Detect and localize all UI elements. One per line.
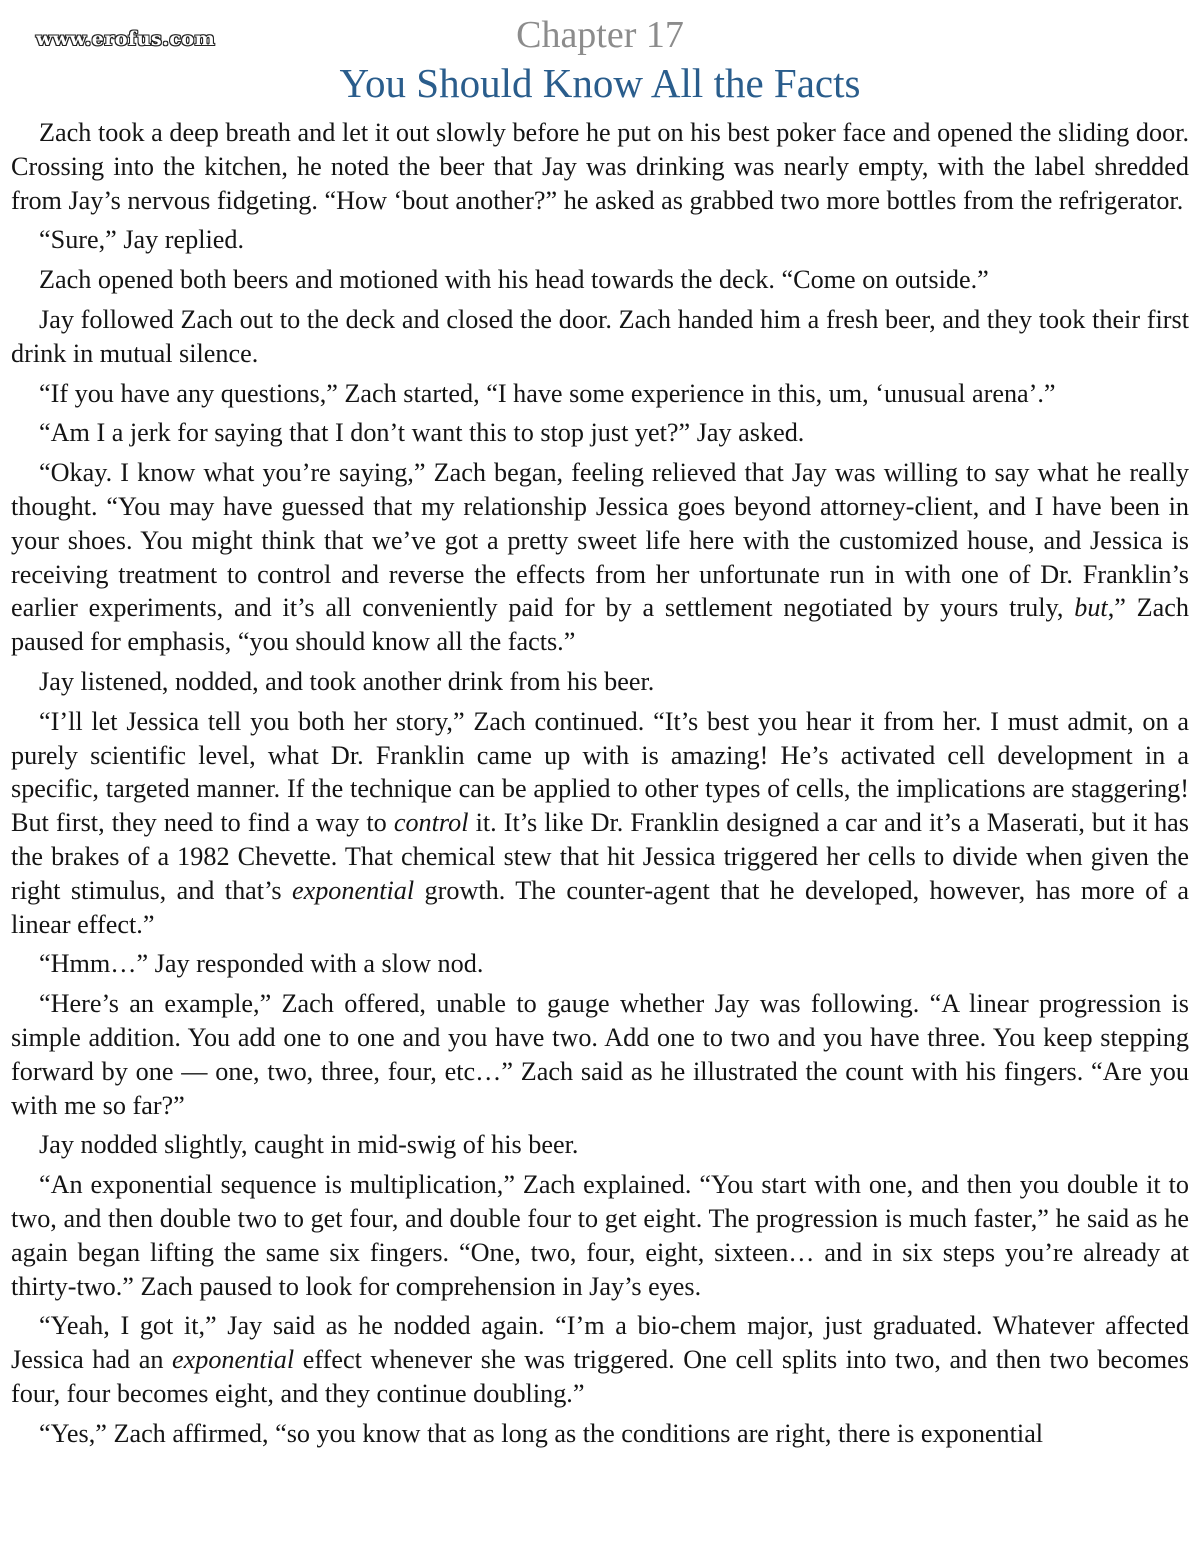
paragraph — [11, 1128, 1189, 1162]
paragraph — [11, 665, 1189, 699]
paragraph — [11, 377, 1189, 411]
paragraph — [11, 947, 1189, 981]
text-run: Jay nodded slightly, caught in mid-swig of his beer. — [39, 1130, 579, 1160]
paragraph — [11, 987, 1189, 1122]
text-run: “Okay. I know what you’re saying,” Zach began, feeling relieved that Jay was willing to say what he really thought. “You may have guessed that my relationship Jessica goes beyond attorney-client, and I have been in your shoes. You might think that we’ve got a pretty sweet life here with the customized house, and Jessica is receiving treatment to control and reverse the effects from her unfortunate run in with one of Dr. Franklin’s earlier experiments, and it’s all conveniently paid for by a settlement negotiated by yours truly, — [11, 458, 1189, 623]
text-run: Zach opened both beers and motioned with his head towards the deck. “Come on outside.” — [39, 265, 989, 295]
chapter-number: Chapter 17 — [516, 14, 684, 56]
text-run: “I’ll let Jessica tell you both her story,” Zach continued. “It’s best you hear it from her. I must admit, on a purely scientific level, what Dr. Franklin came up with is amazing! He’s activated cell development in a specific, targeted manner. If the technique can be applied to other types of cells, the implications are staggering! But first, they need to find a way to — [11, 706, 1189, 838]
paragraph — [11, 1417, 1189, 1451]
text-run: “Here’s an example,” Zach offered, unable to gauge whether Jay was following. “A linear progression is simple addition. You add one to one and you have two. Add one to two and you have three. You keep stepping forward by one — one, two, three, four, etc…” Zach said as he illustrated the count with his fingers. “Are you with me so far?” — [11, 989, 1189, 1120]
italic-text: exponential — [291, 875, 415, 905]
text-run: “Yeah, I got it,” Jay said as he nodded again. “I’m a bio-chem major, just graduated. Whatever affected Jessica had an — [11, 1311, 1189, 1375]
text-run: Jay followed Zach out to the deck and closed the door. Zach handed him a fresh beer, and they took their first drink in mutual silence. — [11, 304, 1189, 368]
chapter-title: You Should Know All the Facts — [339, 60, 861, 106]
paragraph — [11, 223, 1189, 257]
text-run: ,” Zach paused for emphasis, “you should know all the facts.” — [11, 593, 1189, 657]
paragraph — [11, 263, 1189, 297]
text-run: “If you have any questions,” Zach started, “I have some experience in this, um, ‘unusual arena’.” — [39, 378, 1056, 408]
paragraph — [11, 456, 1189, 659]
paragraph — [11, 1309, 1189, 1410]
text-run: Jay listened, nodded, and took another drink from his beer. — [39, 666, 655, 696]
paragraph — [11, 303, 1189, 371]
paragraph — [11, 1168, 1189, 1303]
text-run: “Sure,” Jay replied. — [39, 225, 245, 255]
text-run: “Yes,” Zach affirmed, “so you know that as long as the conditions are right, there is exponential — [39, 1418, 1044, 1448]
italic-text: but — [1074, 593, 1108, 623]
italic-text: control — [393, 808, 469, 838]
italic-text: exponential — [172, 1345, 295, 1375]
text-run: it. It’s like Dr. Franklin designed a car and it’s a Maserati, but it has the brakes of a 1982 Chevette. That chemical stew that hit Jessica triggered her cells to divide when given the right stimulus, and that’s — [11, 808, 1190, 905]
paragraph — [11, 416, 1189, 450]
chapter-body — [11, 116, 1189, 1456]
text-run: “An exponential sequence is multiplication,” Zach explained. “You start with one, and then you double it to two, and then double two to get four, and double four to get eight. The progression is much faster,” he said as he again began lifting the same six fingers. “One, two, four, eight, sixteen… and in six steps you’re already at thirty-two.” Zach paused to look for comprehension in Jay’s eyes. — [11, 1170, 1189, 1301]
text-run: “Hmm…” Jay responded with a slow nod. — [39, 949, 484, 979]
watermark-logo: www.erofus.com — [36, 28, 216, 50]
text-run: growth. The counter-agent that he developed, however, has more of a linear effect.” — [11, 875, 1189, 939]
text-run: “Am I a jerk for saying that I don’t want this to stop just yet?” Jay asked. — [39, 418, 805, 448]
paragraph — [11, 116, 1189, 217]
text-run: effect whenever she was triggered. One cell splits into two, and then two becomes four, four becomes eight, and they continue doubling.” — [11, 1345, 1189, 1408]
text-run: Zach took a deep breath and let it out slowly before he put on his best poker face and opened the sliding door. Crossing into the kitchen, he noted the beer that Jay was drinking was nearly empty, with the label shredded from Jay’s nervous fidgeting. “How ‘bout another?” he asked as grabbed two more bottles from the refrigerator. — [11, 118, 1189, 215]
paragraph — [11, 705, 1189, 942]
